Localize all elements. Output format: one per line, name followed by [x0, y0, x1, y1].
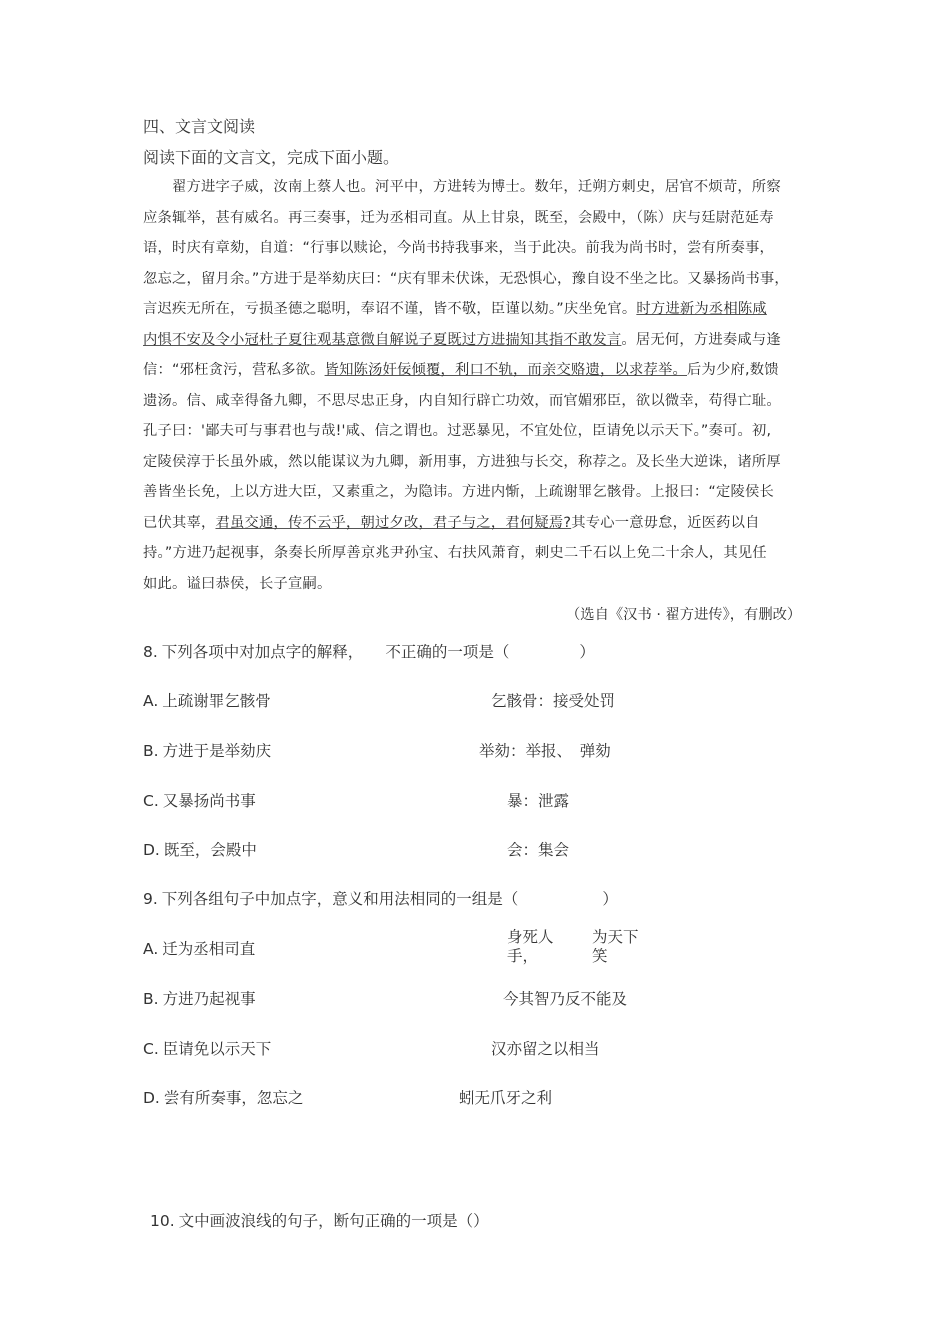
q8-option-b[interactable]: [143, 739, 271, 761]
question-number: 9.: [143, 890, 158, 908]
passage-line: [143, 512, 760, 532]
passage-line: [143, 481, 774, 501]
option-label: B.: [143, 990, 159, 1008]
passage-text: 持。”方进乃起视事，条奏长所厚善京兆尹孙宝、右扶风萧育，刺史二千石以上免二十余人，其见任: [143, 545, 767, 561]
passage-text: 忽忘之，留月余。”方进于是举劾庆曰：“庆有罪未伏诛，无恐惧心，豫自设不坐之比。又暴扬尚书事，: [143, 270, 789, 287]
q8-option-d[interactable]: [143, 838, 257, 860]
option-text: 迁为丞相司直: [162, 940, 256, 958]
q8-option-b-gloss: 举劾：举报、 弹劾: [479, 742, 611, 760]
passage-text: 言迟疾无所在，亏损圣德之聪明，奉诏不谨，皆不敬，臣谨以劾。”庆坐免官。: [143, 301, 637, 317]
underlined-sentence: 皆知陈汤奸佞倾覆，利口不轨，而亲交赂遗，以求荐举。: [324, 362, 687, 378]
passage-text: 定陵侯淳于长虽外戚，然以能谋议为九卿，新用事，方进独与长交，称荐之。及长坐大逆诛，诸所厚: [143, 453, 781, 470]
option-text: 尝有所奏事，忽忘之: [163, 1089, 304, 1107]
passage-line: [143, 420, 771, 440]
passage-text: 信：“邪枉贪污，营私多欲。: [143, 362, 325, 378]
passage-text: 翟方进字子威，汝南上蔡人也。河平中，方进转为博士。数年，迁朔方刺史，居官不烦苛，所察: [143, 179, 781, 195]
passage-line: [143, 451, 781, 471]
option-text: 方进于是举劾庆: [162, 742, 272, 760]
question-8-stem-b: 不正确的一项是（: [385, 643, 510, 661]
passage-line: [143, 542, 767, 562]
option-label: C.: [143, 792, 159, 810]
option-label: B.: [143, 742, 159, 760]
passage-line: [143, 390, 781, 410]
q8-option-c-gloss: 暴：泄露: [507, 792, 570, 810]
passage-line: [143, 298, 767, 318]
section-instruction: 阅读下面的文言文，完成下面小题。: [143, 148, 400, 167]
q9-option-c[interactable]: [143, 1037, 271, 1059]
q9-option-d[interactable]: [143, 1086, 303, 1108]
question-9-stem-text: 下列各组句子中加点字，意义和用法相同的一组是（: [161, 890, 519, 908]
passage-line: [143, 329, 781, 349]
q8-option-c[interactable]: [143, 789, 256, 811]
q9-option-a-gloss-1: 身死人手，: [507, 928, 554, 965]
passage-source: （选自《汉书 · 翟方进传》，有删改）: [566, 607, 802, 623]
option-text: 又暴扬尚书事: [162, 792, 256, 810]
passage-text: 应条辄举，甚有威名。再三奏事，迁为丞相司直。从上甘泉，既至，会殿中，（陈）庆与廷尉范延寿: [143, 209, 774, 226]
question-10-stem: [150, 1209, 489, 1231]
question-8-stem-close: ）: [579, 643, 595, 661]
passage-text: 后为少府,数馈: [687, 362, 779, 378]
option-label: D.: [143, 1089, 160, 1107]
q8-option-a[interactable]: [143, 689, 271, 711]
option-text: 既至，会殿中: [163, 841, 257, 859]
question-number: 10.: [150, 1212, 175, 1230]
passage-text: 。居无何，方进奏咸与逢: [621, 331, 781, 348]
passage-text: 已伏其辜，: [143, 514, 216, 531]
passage-text: 遗汤。信、咸幸得备九卿，不思尽忠正身，内自知行辟亡功效，而官媚邪臣，欲以微幸，苟得亡耻。: [143, 392, 781, 409]
passage-line: [143, 176, 781, 196]
passage-line: [143, 573, 331, 593]
question-number: 8.: [143, 643, 158, 661]
passage-line: [143, 207, 774, 227]
question-8-stem-a: 下列各项中对加点字的解释，: [161, 643, 364, 661]
q9-option-b[interactable]: [143, 987, 256, 1009]
q9-option-a[interactable]: [143, 937, 255, 959]
question-9-stem-close: ）: [602, 890, 618, 908]
q9-option-a-gloss-2: 为天下笑: [592, 928, 639, 965]
option-text: 臣请免以示天下: [162, 1040, 272, 1058]
passage-line: [143, 237, 774, 257]
q8-option-a-gloss: 乞骸骨：接受处罚: [491, 692, 616, 710]
passage-text: 其专心一意毋怠，近医药以自: [571, 514, 760, 531]
passage-text: 语，时庆有章劾，自道：“行事以赎论，今尚书持我事来，当于此决。前我为尚书时，尝有所奏事，: [143, 240, 774, 256]
q9-option-c-gloss: 汉亦留之以相当: [491, 1040, 600, 1058]
option-label: D.: [143, 841, 160, 859]
option-label: A.: [143, 940, 159, 958]
passage-line: [143, 359, 779, 379]
option-text: 方进乃起视事: [162, 990, 256, 1008]
passage-text: 如此。谥曰恭侯，长子宣嗣。: [143, 575, 332, 592]
question-8-stem: [143, 640, 595, 662]
passage-text: 孔子曰：'鄙夫可与事君也与哉!'咸、信之谓也。过恶暴见，不宜处位，臣请免以示天下。”奏可。初,: [143, 423, 772, 439]
q8-option-d-gloss: 会：集会: [507, 841, 570, 859]
passage-line: [143, 268, 789, 288]
passage-text: 善皆坐长免，上以方进大臣，又素重之，为隐讳。方进内惭，上疏谢罪乞骸骨。上报曰：“定陵侯长: [143, 484, 774, 500]
option-text: 上疏谢罪乞骸骨: [162, 692, 271, 710]
option-label: A.: [143, 692, 159, 710]
underlined-sentence: 君虽交通，传不云乎，朝过夕改，君子与之，君何疑焉?: [215, 514, 572, 531]
question-9-stem: [143, 887, 618, 909]
question-10-stem-text: 文中画波浪线的句子，断句正确的一项是（）: [178, 1212, 489, 1230]
underlined-sentence: 内惧不安及令小冠杜子夏往观基意微自解说子夏既过方进揣知其指不敢发言: [143, 331, 622, 348]
q9-option-d-gloss: 蚓无爪牙之利: [459, 1089, 553, 1107]
q9-option-b-gloss: 今其智乃反不能及: [503, 990, 628, 1008]
option-label: C.: [143, 1040, 159, 1058]
underlined-sentence: 时方进新为丞相陈咸: [636, 301, 767, 317]
section-heading: 四、文言文阅读: [143, 117, 256, 136]
